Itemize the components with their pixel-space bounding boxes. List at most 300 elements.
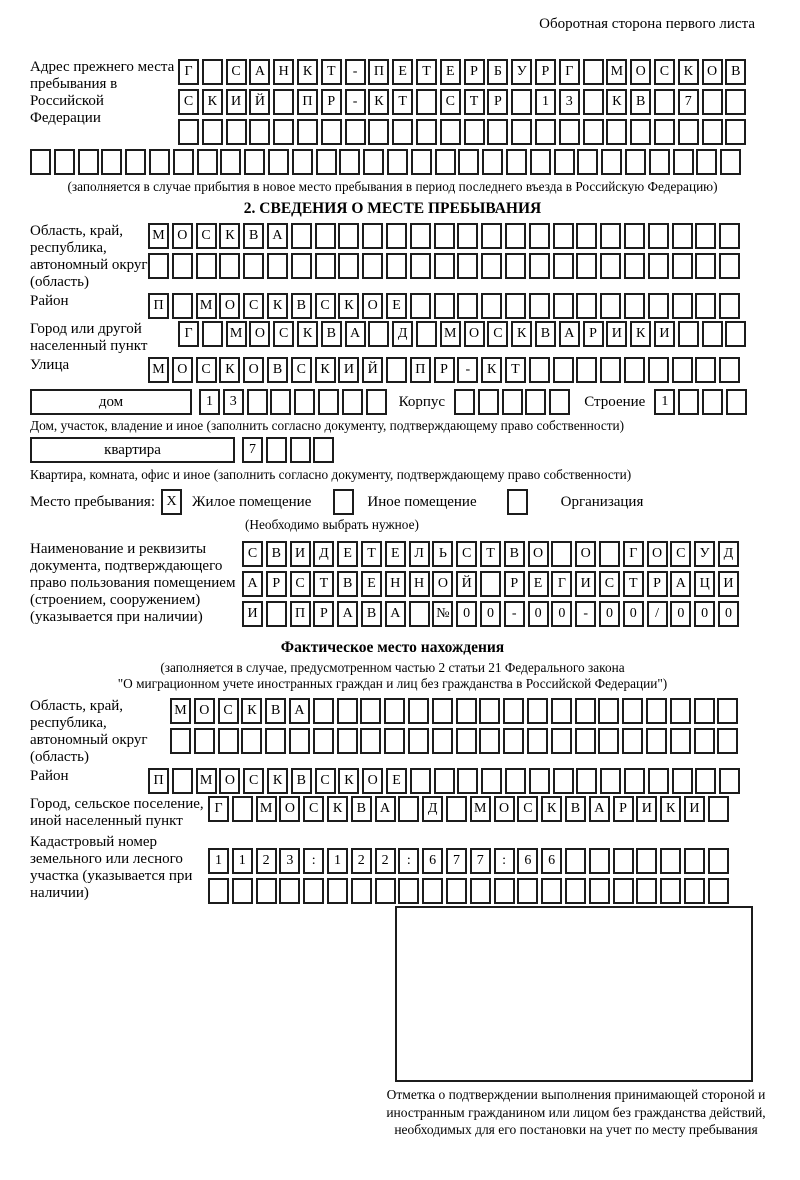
actual-title: Фактическое место нахождения	[280, 639, 505, 656]
char-cell	[660, 878, 681, 904]
char-cell: Ц	[694, 571, 715, 597]
char-cell	[362, 253, 383, 279]
char-cell	[673, 149, 694, 175]
char-cell: К	[606, 89, 627, 115]
actual-region-row-1	[170, 698, 738, 724]
char-cell	[351, 878, 372, 904]
prev-address-field	[30, 59, 755, 145]
char-cell	[529, 357, 550, 383]
char-cell	[392, 119, 413, 145]
char-cell	[416, 119, 437, 145]
char-cell	[432, 728, 453, 754]
char-cell: С	[654, 59, 675, 85]
char-cell: О	[630, 59, 651, 85]
char-cell	[517, 878, 538, 904]
char-cell: К	[241, 698, 262, 724]
char-cell: В	[361, 601, 382, 627]
stay-checkbox-residential	[161, 489, 182, 515]
char-cell: О	[464, 321, 485, 347]
char-cell	[695, 357, 716, 383]
char-cell: И	[242, 601, 263, 627]
char-cell	[624, 768, 645, 794]
char-cell	[678, 321, 699, 347]
char-cell	[600, 768, 621, 794]
char-cell	[408, 728, 429, 754]
char-cell	[648, 293, 669, 319]
district-field	[30, 293, 755, 319]
char-cell	[678, 389, 699, 415]
char-cell: Д	[392, 321, 413, 347]
char-cell: С	[196, 223, 217, 249]
char-cell: С	[243, 293, 264, 319]
char-cell	[416, 321, 437, 347]
char-cell	[529, 293, 550, 319]
apartment-caption: Квартира, комната, офис и иное (заполнить согласно документу, подтверждающему право собственности)	[30, 467, 632, 482]
char-cell	[725, 321, 746, 347]
char-cell: К	[297, 59, 318, 85]
char-cell: -	[345, 89, 366, 115]
char-cell: С	[315, 768, 336, 794]
char-cell	[494, 878, 515, 904]
char-cell: Е	[528, 571, 549, 597]
char-cell	[505, 253, 526, 279]
char-cell	[624, 357, 645, 383]
char-cell	[708, 796, 729, 822]
actual-city-field	[30, 796, 755, 830]
char-cell: 2	[351, 848, 372, 874]
char-cell: А	[559, 321, 580, 347]
char-cell: У	[511, 59, 532, 85]
char-cell: И	[636, 796, 657, 822]
char-cell	[338, 223, 359, 249]
house-row	[199, 389, 387, 415]
char-cell	[695, 253, 716, 279]
char-cell	[503, 728, 524, 754]
stay-option-organization-label: Организация	[560, 494, 644, 510]
char-cell: 0	[718, 601, 739, 627]
char-cell	[386, 357, 407, 383]
char-cell	[549, 389, 570, 415]
prev-address-row-4	[30, 149, 755, 175]
char-cell	[719, 223, 740, 249]
char-cell	[720, 149, 741, 175]
char-cell	[670, 728, 691, 754]
stay-option-other-label: Иное помещение	[367, 494, 477, 510]
char-cell	[598, 728, 619, 754]
char-cell: С	[218, 698, 239, 724]
char-cell	[386, 253, 407, 279]
char-cell: С	[315, 293, 336, 319]
char-cell: С	[226, 59, 247, 85]
char-cell: 2	[375, 848, 396, 874]
char-cell	[30, 149, 51, 175]
char-cell: :	[494, 848, 515, 874]
char-cell	[273, 119, 294, 145]
document-row-3	[242, 601, 739, 627]
section2-title: 2. СВЕДЕНИЯ О МЕСТЕ ПРЕБЫВАНИЯ	[243, 200, 542, 217]
district-row	[148, 293, 740, 319]
char-cell	[220, 149, 241, 175]
char-cell: М	[148, 223, 169, 249]
char-cell	[470, 878, 491, 904]
char-cell: :	[398, 848, 419, 874]
char-cell	[170, 728, 191, 754]
char-cell: 1	[232, 848, 253, 874]
char-cell: У	[694, 541, 715, 567]
char-cell	[646, 728, 667, 754]
char-cell: Р	[434, 357, 455, 383]
char-cell	[291, 223, 312, 249]
actual-city-label: Город, сельское поселение, иной населенный пункт	[30, 796, 204, 829]
apartment-row	[242, 437, 334, 463]
char-cell: Г	[559, 59, 580, 85]
prev-address-label: Адрес прежнего места пребывания в Российской Федерации	[30, 59, 175, 126]
char-cell	[172, 253, 193, 279]
char-cell: Р	[613, 796, 634, 822]
char-cell	[551, 698, 572, 724]
char-cell	[684, 848, 705, 874]
char-cell: С	[599, 571, 620, 597]
char-cell	[649, 149, 670, 175]
char-cell	[708, 848, 729, 874]
char-cell: К	[219, 357, 240, 383]
char-cell	[292, 149, 313, 175]
char-cell	[503, 698, 524, 724]
char-cell: Р	[487, 89, 508, 115]
page-side-note: Оборотная сторона первого листа	[539, 16, 755, 32]
char-cell	[422, 878, 443, 904]
char-cell: Т	[321, 59, 342, 85]
choose-caption: (Необходимо выбрать нужное)	[245, 517, 419, 532]
char-cell	[266, 601, 287, 627]
char-cell	[535, 119, 556, 145]
char-cell	[218, 728, 239, 754]
char-cell: К	[678, 59, 699, 85]
char-cell	[575, 698, 596, 724]
char-cell: Й	[456, 571, 477, 597]
char-cell: И	[684, 796, 705, 822]
stamp-caption: Отметка о подтверждении выполнения принимающей стороной и иностранным гражданином или лицом без гражданства действий, необходимых для его постановки на учет по месту пребывания	[386, 1087, 766, 1137]
char-cell: М	[148, 357, 169, 383]
actual-region-row-2	[170, 728, 738, 754]
char-cell	[434, 768, 455, 794]
char-cell: М	[606, 59, 627, 85]
char-cell: Т	[480, 541, 501, 567]
stay-checkbox-organization	[507, 489, 528, 515]
char-cell: И	[226, 89, 247, 115]
char-cell: В	[321, 321, 342, 347]
char-cell	[694, 698, 715, 724]
char-cell	[362, 223, 383, 249]
char-cell	[457, 223, 478, 249]
char-cell	[446, 878, 467, 904]
char-cell: Р	[464, 59, 485, 85]
char-cell	[684, 878, 705, 904]
char-cell	[553, 293, 574, 319]
char-cell	[434, 253, 455, 279]
char-cell: Р	[535, 59, 556, 85]
char-cell: 0	[599, 601, 620, 627]
char-cell: О	[172, 357, 193, 383]
char-cell	[337, 728, 358, 754]
char-cell: 2	[256, 848, 277, 874]
char-cell	[398, 796, 419, 822]
char-cell: 0	[694, 601, 715, 627]
char-cell: 7	[446, 848, 467, 874]
char-cell: К	[368, 89, 389, 115]
char-cell	[338, 253, 359, 279]
char-cell: К	[541, 796, 562, 822]
char-cell: 1	[208, 848, 229, 874]
char-cell: 6	[422, 848, 443, 874]
char-cell	[717, 728, 738, 754]
char-cell	[366, 389, 387, 415]
char-cell	[554, 149, 575, 175]
char-cell	[360, 698, 381, 724]
char-cell	[599, 541, 620, 567]
char-cell: С	[243, 768, 264, 794]
char-cell	[481, 223, 502, 249]
char-cell: А	[385, 601, 406, 627]
char-cell: А	[345, 321, 366, 347]
char-cell: П	[368, 59, 389, 85]
actual-district-row	[148, 768, 740, 794]
char-cell: К	[297, 321, 318, 347]
char-cell	[702, 119, 723, 145]
char-cell: Т	[464, 89, 485, 115]
char-cell	[600, 253, 621, 279]
char-cell	[622, 698, 643, 724]
char-cell	[294, 389, 315, 415]
char-cell	[313, 437, 334, 463]
char-cell	[648, 768, 669, 794]
char-cell	[624, 253, 645, 279]
char-cell: Л	[409, 541, 430, 567]
char-cell	[194, 728, 215, 754]
char-cell: А	[249, 59, 270, 85]
prev-address-row-2	[178, 89, 746, 115]
char-cell: М	[470, 796, 491, 822]
char-cell	[529, 253, 550, 279]
char-cell	[505, 293, 526, 319]
char-cell	[457, 253, 478, 279]
char-cell	[600, 357, 621, 383]
char-cell: :	[303, 848, 324, 874]
char-cell: О	[528, 541, 549, 567]
char-cell	[479, 698, 500, 724]
char-cell: В	[504, 541, 525, 567]
char-cell	[672, 293, 693, 319]
char-cell: Т	[505, 357, 526, 383]
char-cell: В	[291, 768, 312, 794]
char-cell: П	[297, 89, 318, 115]
char-cell: Н	[409, 571, 430, 597]
cadastral-row-1	[208, 848, 729, 874]
char-cell: А	[267, 223, 288, 249]
char-cell: Г	[178, 321, 199, 347]
char-cell	[313, 728, 334, 754]
char-cell: М	[440, 321, 461, 347]
char-cell	[600, 293, 621, 319]
actual-district-label: Район	[30, 768, 69, 784]
char-cell	[719, 357, 740, 383]
char-cell: С	[517, 796, 538, 822]
char-cell: №	[432, 601, 453, 627]
char-cell	[290, 437, 311, 463]
char-cell	[464, 119, 485, 145]
char-cell	[78, 149, 99, 175]
char-cell: В	[725, 59, 746, 85]
region-label: Область, край, республика, автономный округ (область)	[30, 223, 148, 290]
char-cell: И	[290, 541, 311, 567]
char-cell	[178, 119, 199, 145]
char-cell	[660, 848, 681, 874]
stay-option-residential-label: Жилое помещение	[192, 494, 312, 510]
char-cell: Д	[718, 541, 739, 567]
char-cell	[589, 878, 610, 904]
prev-address-row-1	[178, 59, 746, 85]
char-cell	[654, 89, 675, 115]
char-cell	[125, 149, 146, 175]
char-cell: 0	[551, 601, 572, 627]
char-cell: О	[362, 293, 383, 319]
char-cell	[695, 223, 716, 249]
char-cell: Р	[647, 571, 668, 597]
char-cell: В	[337, 571, 358, 597]
char-cell	[553, 768, 574, 794]
char-cell	[398, 878, 419, 904]
char-cell: 0	[670, 601, 691, 627]
char-cell	[695, 293, 716, 319]
char-cell	[613, 878, 634, 904]
char-cell	[625, 149, 646, 175]
char-cell: 7	[242, 437, 263, 463]
char-cell	[435, 149, 456, 175]
char-cell	[505, 768, 526, 794]
char-cell: О	[249, 321, 270, 347]
char-cell	[249, 119, 270, 145]
char-cell	[553, 253, 574, 279]
char-cell	[243, 253, 264, 279]
char-cell	[432, 698, 453, 724]
actual-caption-2: "О миграционном учете иностранных граждан и лиц без гражданства в Российской Федерации")	[117, 676, 668, 691]
char-cell	[232, 878, 253, 904]
char-cell: Е	[440, 59, 461, 85]
char-cell	[384, 728, 405, 754]
char-cell: Г	[178, 59, 199, 85]
char-cell	[337, 698, 358, 724]
char-cell	[54, 149, 75, 175]
char-cell	[410, 223, 431, 249]
char-cell	[434, 223, 455, 249]
char-cell: А	[589, 796, 610, 822]
char-cell	[291, 253, 312, 279]
char-cell	[457, 768, 478, 794]
char-cell: В	[266, 541, 287, 567]
char-cell: -	[575, 601, 596, 627]
actual-region-label: Область, край, республика, автономный округ (область)	[30, 698, 148, 765]
document-row-1	[242, 541, 739, 567]
char-cell: В	[267, 357, 288, 383]
char-cell	[695, 768, 716, 794]
char-cell: К	[202, 89, 223, 115]
char-cell	[456, 698, 477, 724]
region-row-2	[148, 253, 740, 279]
char-cell	[173, 149, 194, 175]
char-cell: Г	[208, 796, 229, 822]
street-row	[148, 357, 740, 383]
char-cell: С	[178, 89, 199, 115]
char-cell: К	[630, 321, 651, 347]
char-cell	[273, 89, 294, 115]
char-cell	[506, 149, 527, 175]
char-cell: И	[575, 571, 596, 597]
char-cell	[481, 293, 502, 319]
char-cell	[202, 321, 223, 347]
char-cell: И	[606, 321, 627, 347]
char-cell: Е	[392, 59, 413, 85]
char-cell	[360, 728, 381, 754]
char-cell	[601, 149, 622, 175]
char-cell: М	[226, 321, 247, 347]
char-cell: В	[291, 293, 312, 319]
char-cell	[576, 357, 597, 383]
char-cell	[321, 119, 342, 145]
char-cell	[725, 89, 746, 115]
char-cell	[636, 848, 657, 874]
char-cell: С	[242, 541, 263, 567]
char-cell: Е	[386, 768, 407, 794]
char-cell	[648, 357, 669, 383]
char-cell: А	[289, 698, 310, 724]
char-cell: -	[504, 601, 525, 627]
char-cell: 1	[199, 389, 220, 415]
char-cell	[480, 571, 501, 597]
char-cell	[606, 119, 627, 145]
char-cell: Й	[362, 357, 383, 383]
stroenie-label: Строение	[584, 394, 646, 410]
char-cell	[315, 253, 336, 279]
char-cell: 7	[678, 89, 699, 115]
char-cell: 6	[541, 848, 562, 874]
char-cell: Е	[337, 541, 358, 567]
char-cell	[589, 848, 610, 874]
char-cell	[565, 878, 586, 904]
char-cell: 6	[517, 848, 538, 874]
char-cell: К	[338, 768, 359, 794]
char-cell: О	[647, 541, 668, 567]
char-cell: П	[290, 601, 311, 627]
char-cell	[487, 119, 508, 145]
char-cell	[363, 149, 384, 175]
char-cell: 3	[223, 389, 244, 415]
char-cell: Т	[392, 89, 413, 115]
city-label: Город или другой населенный пункт	[30, 321, 148, 354]
char-cell: К	[338, 293, 359, 319]
char-cell: В	[535, 321, 556, 347]
char-cell	[702, 89, 723, 115]
char-cell	[479, 728, 500, 754]
char-cell	[197, 149, 218, 175]
char-cell	[268, 149, 289, 175]
char-cell	[529, 768, 550, 794]
char-cell: П	[410, 357, 431, 383]
char-cell	[553, 223, 574, 249]
char-cell: Е	[361, 571, 382, 597]
char-cell	[577, 149, 598, 175]
char-cell	[551, 728, 572, 754]
char-cell: В	[630, 89, 651, 115]
